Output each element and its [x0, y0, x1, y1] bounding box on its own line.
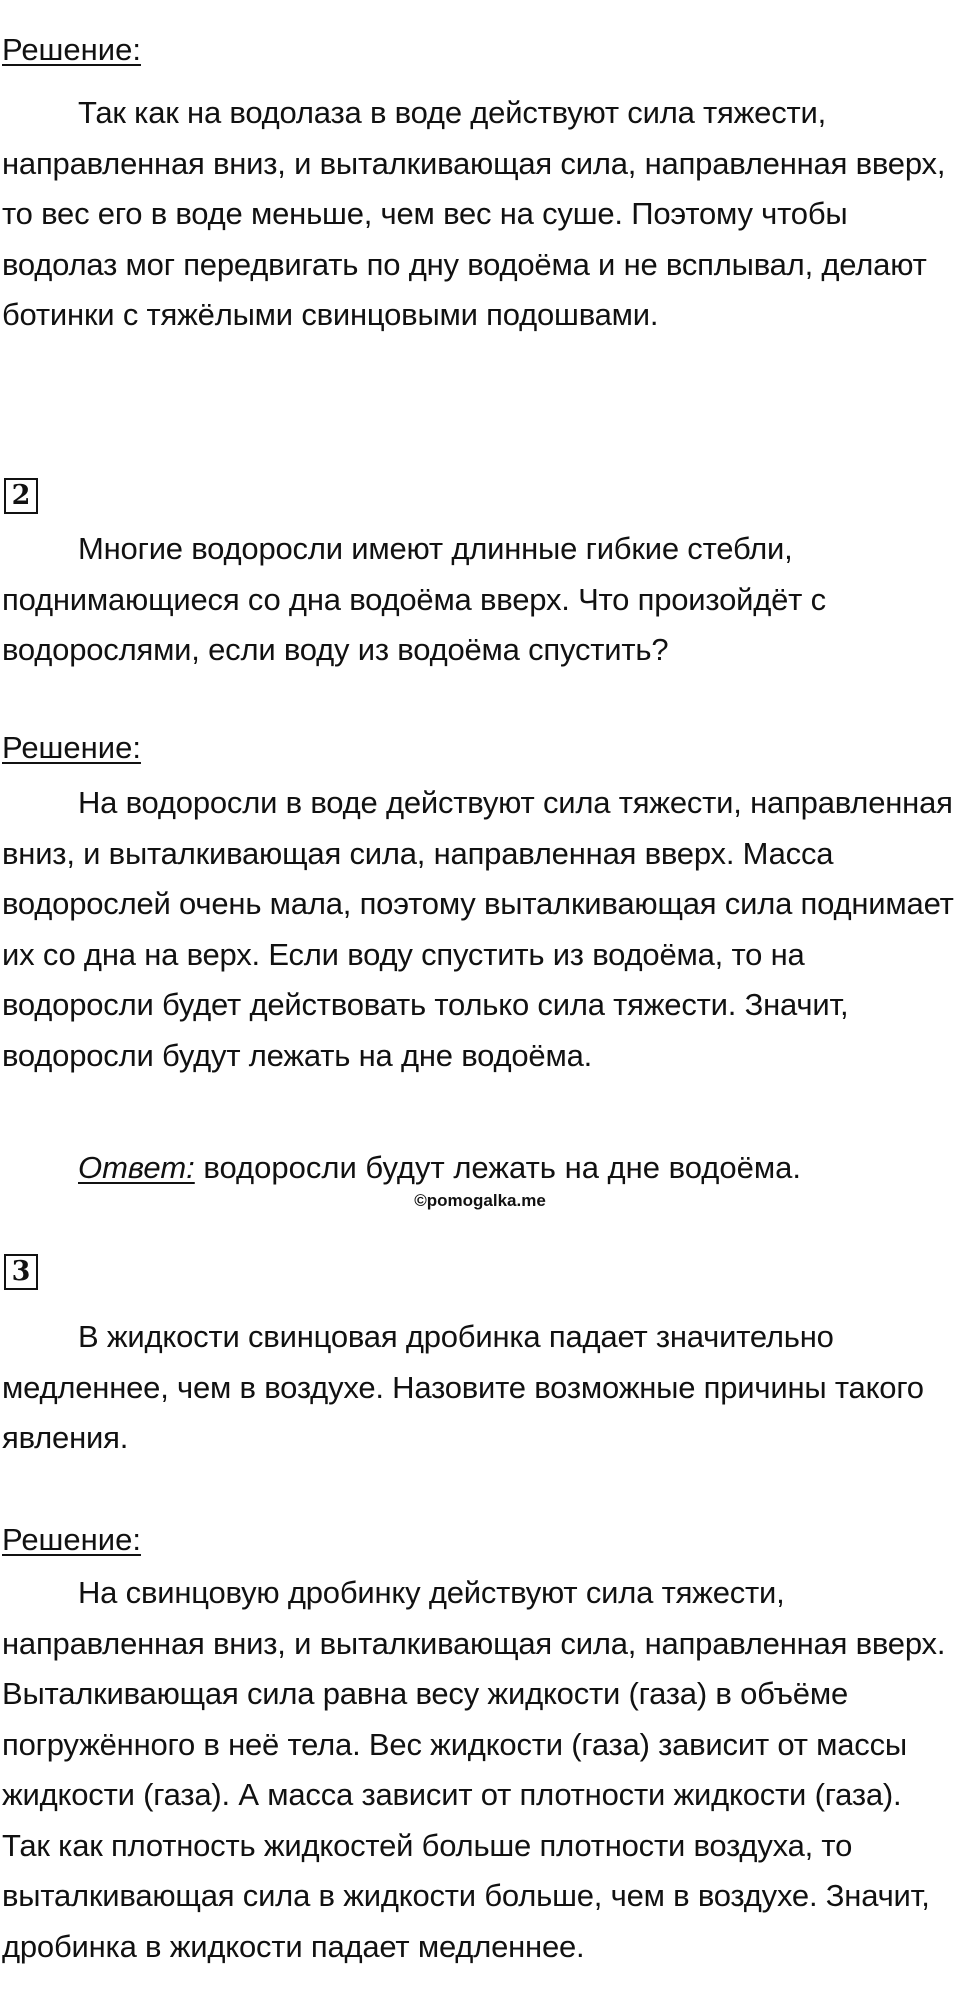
task-question-3: В жидкости свинцовая дробинка падает значительно медленнее, чем в воздухе. Назовите возможные причины такого явления. — [2, 1319, 924, 1455]
solution-label-2: Решение: — [2, 730, 141, 765]
answer-line-2 — [78, 1148, 801, 1188]
solution-text-2: На водоросли в воде действуют сила тяжести, направленная вниз, и выталкивающая сила, направленная вверх. Масса водорослей очень мала, поэтому выталкивающая сила поднимает их со дна на верх. Если воду спустить из водоёма, то на водоросли будет действовать только сила тяжести. Значит, водоросли будут лежать на дне водоёма. — [2, 785, 954, 1073]
watermark: ©pomogalka.me — [414, 1191, 546, 1210]
answer-label-2: Ответ: — [78, 1150, 195, 1185]
task-number-2: 2 — [4, 478, 38, 514]
solution-text-3: На свинцовую дробинку действуют сила тяжести, направленная вниз, и выталкивающая сила, направленная вверх. Выталкивающая сила равна весу жидкости (газа) в объёме погружённого в неё тела. Вес жидкости (газа) зависит от массы жидкости (газа). А масса зависит от плотности жидкости (газа). Так как плотность жидкостей больше плотности воздуха, то выталкивающая сила в жидкости больше, чем в воздухе. Значит, дробинка в жидкости падает медленнее. — [2, 1575, 946, 1964]
answer-text-2: водоросли будут лежать на дне водоёма. — [194, 1150, 802, 1185]
solution-label-3: Решение: — [2, 1522, 141, 1557]
solution-label-1: Решение: — [2, 32, 141, 67]
task-number-3: 3 — [4, 1254, 38, 1290]
solution-text-1: Так как на водолаза в воде действуют сила тяжести, направленная вниз, и выталкивающая сила, направленная вверх, то вес его в воде меньше, чем вес на суше. Поэтому чтобы водолаз мог передвигать по дну водоёма и не всплывал, делают ботинки с тяжёлыми свинцовыми подошвами. — [2, 95, 946, 332]
task-question-2: Многие водоросли имеют длинные гибкие стебли, поднимающиеся со дна водоёма вверх. Что произойдёт с водорослями, если воду из водоёма спустить? — [2, 531, 826, 667]
